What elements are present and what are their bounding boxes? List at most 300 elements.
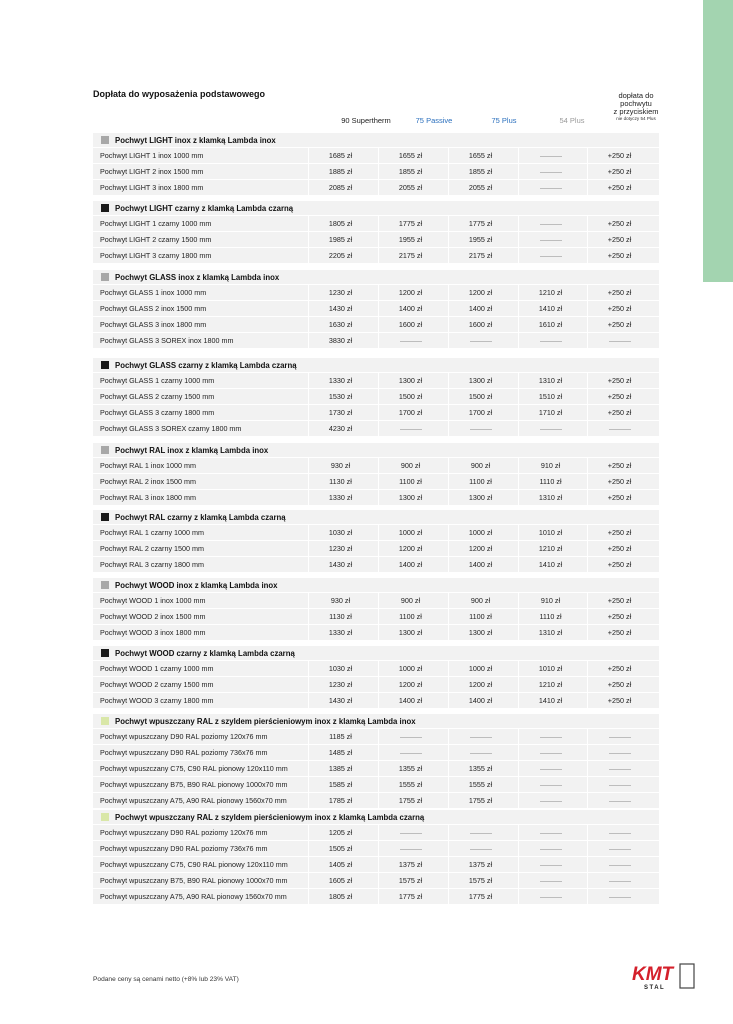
color-swatch-icon xyxy=(101,204,109,212)
price-value: 1130 zł xyxy=(329,477,352,486)
price-value: 1430 zł xyxy=(328,304,353,313)
product-name: Pochwyt GLASS 3 SOREX inox 1800 mm xyxy=(100,336,234,345)
price-cell xyxy=(378,841,442,857)
price-cell xyxy=(448,841,512,857)
section-title-text: Pochwyt GLASS czarny z klamką Lambda czarną xyxy=(115,360,297,370)
price-cell xyxy=(378,825,442,841)
price-cell xyxy=(448,285,512,301)
price-value: 1855 zł xyxy=(398,167,423,176)
price-value: 1100 zł xyxy=(399,612,422,621)
price-value: 2055 zł xyxy=(468,183,493,192)
price-cell xyxy=(308,458,372,474)
empty-dash xyxy=(540,256,562,257)
price-value: 1330 zł xyxy=(328,628,353,637)
price-cell xyxy=(308,148,372,164)
price-cell xyxy=(448,333,512,349)
price-cell xyxy=(587,729,651,745)
price-cell xyxy=(518,625,582,641)
price-cell xyxy=(518,825,582,841)
product-name: Pochwyt WOOD 1 inox 1000 mm xyxy=(100,596,206,605)
price-value: 1300 zł xyxy=(468,493,493,502)
price-value: 1410 zł xyxy=(538,560,563,569)
price-value: 1100 zł xyxy=(469,612,492,621)
price-value: 930 zł xyxy=(330,596,351,605)
price-section xyxy=(93,201,659,263)
price-cell xyxy=(378,525,442,541)
col-head-54-plus: 54 Plus xyxy=(559,116,585,125)
section-title xyxy=(93,201,659,215)
price-value: 1700 zł xyxy=(468,408,493,417)
price-cell xyxy=(308,525,372,541)
price-value: 1000 zł xyxy=(398,528,423,537)
product-name: Pochwyt wpuszczany A75, A90 RAL pionowy 1560x70 mm xyxy=(100,892,287,901)
price-value: 1200 zł xyxy=(398,544,423,553)
price-value: 1200 zł xyxy=(468,288,493,297)
section-title xyxy=(93,510,659,524)
price-cell xyxy=(378,541,442,557)
color-swatch-icon xyxy=(101,717,109,725)
section-title xyxy=(93,578,659,592)
product-name: Pochwyt RAL 3 inox 1800 mm xyxy=(100,493,197,502)
color-swatch-icon xyxy=(101,513,109,521)
empty-dash xyxy=(609,737,631,738)
price-value: 1430 zł xyxy=(328,560,353,569)
table-row xyxy=(93,776,659,792)
price-value: 1000 zł xyxy=(468,664,493,673)
table-row xyxy=(93,608,659,624)
price-cell xyxy=(587,333,651,349)
price-cell xyxy=(518,593,582,609)
price-cell xyxy=(308,541,372,557)
price-cell xyxy=(518,661,582,677)
price-cell xyxy=(308,661,372,677)
price-cell xyxy=(308,373,372,389)
price-cell xyxy=(587,285,651,301)
price-cell xyxy=(378,248,442,264)
price-cell xyxy=(587,458,651,474)
section-title-text: Pochwyt WOOD czarny z klamką Lambda czarną xyxy=(115,648,295,658)
price-cell xyxy=(448,421,512,437)
price-cell xyxy=(378,609,442,625)
price-value: +250 zł xyxy=(607,477,632,486)
price-cell xyxy=(587,745,651,761)
price-value: 1110 zł xyxy=(539,477,562,486)
price-cell xyxy=(308,421,372,437)
price-cell xyxy=(587,609,651,625)
price-cell xyxy=(448,301,512,317)
price-cell xyxy=(308,857,372,873)
price-value: 1555 zł xyxy=(398,780,423,789)
table-row xyxy=(93,744,659,760)
price-cell xyxy=(587,232,651,248)
price-cell xyxy=(378,458,442,474)
empty-dash xyxy=(540,801,562,802)
section-title xyxy=(93,358,659,372)
table-row xyxy=(93,388,659,404)
empty-dash xyxy=(470,737,492,738)
price-value: 1200 zł xyxy=(468,680,493,689)
price-cell xyxy=(448,458,512,474)
empty-dash xyxy=(540,865,562,866)
table-row xyxy=(93,692,659,708)
price-cell xyxy=(587,164,651,180)
section-title xyxy=(93,810,659,824)
price-cell xyxy=(518,474,582,490)
product-name: Pochwyt GLASS 1 czarny 1000 mm xyxy=(100,376,215,385)
price-cell xyxy=(448,373,512,389)
price-cell xyxy=(308,873,372,889)
price-section xyxy=(93,510,659,572)
section-title-text: Pochwyt RAL inox z klamką Lambda inox xyxy=(115,445,269,455)
price-cell xyxy=(448,729,512,745)
price-value: 1955 zł xyxy=(398,235,423,244)
price-value: 1230 zł xyxy=(328,680,353,689)
logo-brand: KMT xyxy=(632,964,674,985)
price-cell xyxy=(378,873,442,889)
price-cell xyxy=(378,373,442,389)
table-row xyxy=(93,760,659,776)
price-cell xyxy=(448,761,512,777)
price-value: 1805 zł xyxy=(328,892,353,901)
price-cell xyxy=(308,609,372,625)
empty-dash xyxy=(540,240,562,241)
color-swatch-icon xyxy=(101,136,109,144)
price-cell xyxy=(448,557,512,573)
price-cell xyxy=(378,593,442,609)
price-value: 1200 zł xyxy=(398,680,423,689)
empty-dash xyxy=(400,737,422,738)
price-value: 1510 zł xyxy=(538,392,563,401)
table-row xyxy=(93,372,659,388)
table-row xyxy=(93,420,659,436)
price-cell xyxy=(308,405,372,421)
price-value: 900 zł xyxy=(400,461,421,470)
price-value: +250 zł xyxy=(607,376,632,385)
product-name: Pochwyt wpuszczany D90 RAL poziomy 736x76 mm xyxy=(100,844,268,853)
col-head-75-plus: 75 Plus xyxy=(491,116,517,125)
price-cell xyxy=(587,373,651,389)
price-value: 1310 zł xyxy=(538,376,563,385)
empty-dash xyxy=(609,769,631,770)
price-value: 1310 zł xyxy=(538,493,563,502)
empty-dash xyxy=(470,849,492,850)
price-cell xyxy=(378,389,442,405)
price-value: +250 zł xyxy=(607,560,632,569)
empty-dash xyxy=(609,801,631,802)
product-name: Pochwyt RAL 2 inox 1500 mm xyxy=(100,477,197,486)
product-name: Pochwyt RAL 2 czarny 1500 mm xyxy=(100,544,204,553)
price-value: 1600 zł xyxy=(468,320,493,329)
empty-dash xyxy=(609,753,631,754)
price-value: 1310 zł xyxy=(538,628,563,637)
table-row xyxy=(93,300,659,316)
price-value: 1375 zł xyxy=(468,860,493,869)
empty-dash xyxy=(400,341,422,342)
price-cell xyxy=(587,593,651,609)
empty-dash xyxy=(470,429,492,430)
price-value: +250 zł xyxy=(607,680,632,689)
price-cell xyxy=(308,745,372,761)
price-cell xyxy=(587,490,651,506)
price-cell xyxy=(587,421,651,437)
price-cell xyxy=(378,180,442,196)
price-section xyxy=(93,133,659,195)
product-name: Pochwyt wpuszczany C75, C90 RAL pionowy 120x110 mm xyxy=(100,764,288,773)
empty-dash xyxy=(470,833,492,834)
price-cell xyxy=(448,232,512,248)
price-value: 1300 zł xyxy=(398,628,423,637)
price-cell xyxy=(587,825,651,841)
price-value: +250 zł xyxy=(607,183,632,192)
price-cell xyxy=(587,661,651,677)
price-value: 1610 zł xyxy=(538,320,563,329)
price-cell xyxy=(518,405,582,421)
price-value: 3830 zł xyxy=(328,336,353,345)
price-cell xyxy=(378,729,442,745)
section-title xyxy=(93,443,659,457)
product-name: Pochwyt LIGHT 1 inox 1000 mm xyxy=(100,151,204,160)
price-cell xyxy=(518,777,582,793)
price-value: +250 zł xyxy=(607,392,632,401)
price-cell xyxy=(308,216,372,232)
price-cell xyxy=(448,825,512,841)
empty-dash xyxy=(400,833,422,834)
price-cell xyxy=(518,373,582,389)
price-value: 1700 zł xyxy=(398,408,423,417)
price-value: 1200 zł xyxy=(398,288,423,297)
price-cell xyxy=(448,625,512,641)
product-name: Pochwyt WOOD 1 czarny 1000 mm xyxy=(100,664,214,673)
price-cell xyxy=(518,761,582,777)
product-name: Pochwyt LIGHT 2 czarny 1500 mm xyxy=(100,235,212,244)
price-value: +250 zł xyxy=(607,664,632,673)
price-value: 1410 zł xyxy=(538,304,563,313)
price-cell xyxy=(587,248,651,264)
section-title-text: Pochwyt wpuszczany RAL z szyldem pierścieniowym inox z klamką Lambda inox xyxy=(115,716,416,726)
price-section xyxy=(93,714,659,808)
price-cell xyxy=(308,474,372,490)
col-head-75-passive: 75 Passive xyxy=(415,116,453,125)
price-cell xyxy=(378,693,442,709)
table-row xyxy=(93,888,659,904)
empty-dash xyxy=(540,172,562,173)
price-value: +250 zł xyxy=(607,612,632,621)
empty-dash xyxy=(609,881,631,882)
price-value: 1110 zł xyxy=(539,612,562,621)
empty-dash xyxy=(400,429,422,430)
price-value: +250 zł xyxy=(607,235,632,244)
product-name: Pochwyt GLASS 2 inox 1500 mm xyxy=(100,304,207,313)
price-value: 1600 zł xyxy=(398,320,423,329)
product-name: Pochwyt WOOD 3 czarny 1800 mm xyxy=(100,696,214,705)
price-cell xyxy=(308,677,372,693)
empty-dash xyxy=(400,849,422,850)
price-cell xyxy=(308,232,372,248)
logo-sub: STAL xyxy=(644,985,666,991)
empty-dash xyxy=(540,429,562,430)
empty-dash xyxy=(540,737,562,738)
price-cell xyxy=(587,301,651,317)
price-value: 1100 zł xyxy=(469,477,492,486)
price-cell xyxy=(448,661,512,677)
price-value: 1385 zł xyxy=(328,764,353,773)
price-value: 900 zł xyxy=(400,596,421,605)
price-cell xyxy=(378,625,442,641)
table-row xyxy=(93,231,659,247)
price-cell xyxy=(378,164,442,180)
price-cell xyxy=(308,825,372,841)
price-value: +250 zł xyxy=(607,628,632,637)
price-value: 1655 zł xyxy=(398,151,423,160)
empty-dash xyxy=(609,429,631,430)
price-cell xyxy=(518,421,582,437)
price-cell xyxy=(518,525,582,541)
product-name: Pochwyt wpuszczany D90 RAL poziomy 120x76 mm xyxy=(100,732,268,741)
price-value: +250 zł xyxy=(607,251,632,260)
price-cell xyxy=(448,180,512,196)
price-value: 1210 zł xyxy=(538,544,563,553)
price-cell xyxy=(378,216,442,232)
empty-dash xyxy=(540,156,562,157)
price-cell xyxy=(518,216,582,232)
table-row xyxy=(93,660,659,676)
price-value: +250 zł xyxy=(607,544,632,553)
product-name: Pochwyt WOOD 3 inox 1800 mm xyxy=(100,628,206,637)
color-swatch-icon xyxy=(101,649,109,657)
price-value: 1130 zł xyxy=(329,612,352,621)
price-cell xyxy=(587,889,651,905)
price-cell xyxy=(587,625,651,641)
empty-dash xyxy=(609,849,631,850)
kmt-stal-logo xyxy=(630,960,700,992)
color-swatch-icon xyxy=(101,361,109,369)
section-title xyxy=(93,133,659,147)
price-cell xyxy=(378,317,442,333)
price-cell xyxy=(378,889,442,905)
price-cell xyxy=(448,317,512,333)
empty-dash xyxy=(609,833,631,834)
price-cell xyxy=(448,164,512,180)
price-cell xyxy=(448,857,512,873)
price-value: 900 zł xyxy=(470,461,491,470)
table-row xyxy=(93,247,659,263)
price-cell xyxy=(587,761,651,777)
price-cell xyxy=(518,232,582,248)
table-row xyxy=(93,473,659,489)
table-row xyxy=(93,179,659,195)
price-cell xyxy=(308,889,372,905)
price-value: 1300 zł xyxy=(398,376,423,385)
table-row xyxy=(93,489,659,505)
empty-dash xyxy=(400,753,422,754)
table-row xyxy=(93,624,659,640)
price-value: +250 zł xyxy=(607,167,632,176)
price-value: 1585 zł xyxy=(328,780,353,789)
empty-dash xyxy=(540,833,562,834)
price-cell xyxy=(518,677,582,693)
price-value: 1400 zł xyxy=(398,304,423,313)
product-name: Pochwyt wpuszczany C75, C90 RAL pionowy 120x110 mm xyxy=(100,860,288,869)
empty-dash xyxy=(609,865,631,866)
price-value: 1530 zł xyxy=(328,392,353,401)
product-name: Pochwyt LIGHT 3 inox 1800 mm xyxy=(100,183,204,192)
price-value: 2205 zł xyxy=(328,251,353,260)
price-value: 1355 zł xyxy=(468,764,493,773)
price-cell xyxy=(308,164,372,180)
price-value: 1300 zł xyxy=(468,628,493,637)
price-cell xyxy=(378,333,442,349)
price-value: 1485 zł xyxy=(328,748,353,757)
price-value: 900 zł xyxy=(470,596,491,605)
price-cell xyxy=(448,693,512,709)
price-cell xyxy=(518,389,582,405)
price-section xyxy=(93,646,659,708)
price-cell xyxy=(587,857,651,873)
price-cell xyxy=(308,693,372,709)
price-value: +250 zł xyxy=(607,304,632,313)
price-cell xyxy=(308,248,372,264)
price-cell xyxy=(518,745,582,761)
price-cell xyxy=(308,793,372,809)
price-cell xyxy=(518,541,582,557)
price-section xyxy=(93,270,659,348)
price-value: 1210 zł xyxy=(538,680,563,689)
table-row xyxy=(93,840,659,856)
price-value: 1185 zł xyxy=(329,732,352,741)
product-name: Pochwyt LIGHT 1 czarny 1000 mm xyxy=(100,219,212,228)
price-value: 1230 zł xyxy=(328,288,353,297)
price-cell xyxy=(378,677,442,693)
price-value: 1730 zł xyxy=(328,408,353,417)
price-value: 1500 zł xyxy=(398,392,423,401)
price-section xyxy=(93,578,659,640)
product-name: Pochwyt wpuszczany D90 RAL poziomy 736x76 mm xyxy=(100,748,268,757)
price-cell xyxy=(308,777,372,793)
price-cell xyxy=(448,148,512,164)
price-cell xyxy=(518,458,582,474)
price-cell xyxy=(518,793,582,809)
table-row xyxy=(93,284,659,300)
price-cell xyxy=(587,474,651,490)
col-head-surcharge: dopłata do pochwytu z przyciskiem nie dotyczy 54 Plus xyxy=(613,91,659,121)
price-cell xyxy=(448,474,512,490)
price-cell xyxy=(518,333,582,349)
price-cell xyxy=(518,873,582,889)
table-row xyxy=(93,540,659,556)
table-row xyxy=(93,872,659,888)
price-value: 1775 zł xyxy=(398,219,423,228)
price-cell xyxy=(378,777,442,793)
price-cell xyxy=(448,405,512,421)
side-accent-tab xyxy=(703,0,733,282)
price-value: 1630 zł xyxy=(328,320,353,329)
price-value: +250 zł xyxy=(607,596,632,605)
price-value: +250 zł xyxy=(607,696,632,705)
price-cell xyxy=(308,557,372,573)
col-head-90-supertherm: 90 Supertherm xyxy=(341,116,391,125)
table-row xyxy=(93,592,659,608)
price-cell xyxy=(518,889,582,905)
price-value: 1575 zł xyxy=(398,876,423,885)
price-cell xyxy=(518,301,582,317)
price-value: 1100 zł xyxy=(399,477,422,486)
product-name: Pochwyt RAL 1 inox 1000 mm xyxy=(100,461,197,470)
price-cell xyxy=(378,490,442,506)
price-value: 1605 zł xyxy=(328,876,353,885)
price-cell xyxy=(587,793,651,809)
price-cell xyxy=(448,593,512,609)
price-value: 1855 zł xyxy=(468,167,493,176)
